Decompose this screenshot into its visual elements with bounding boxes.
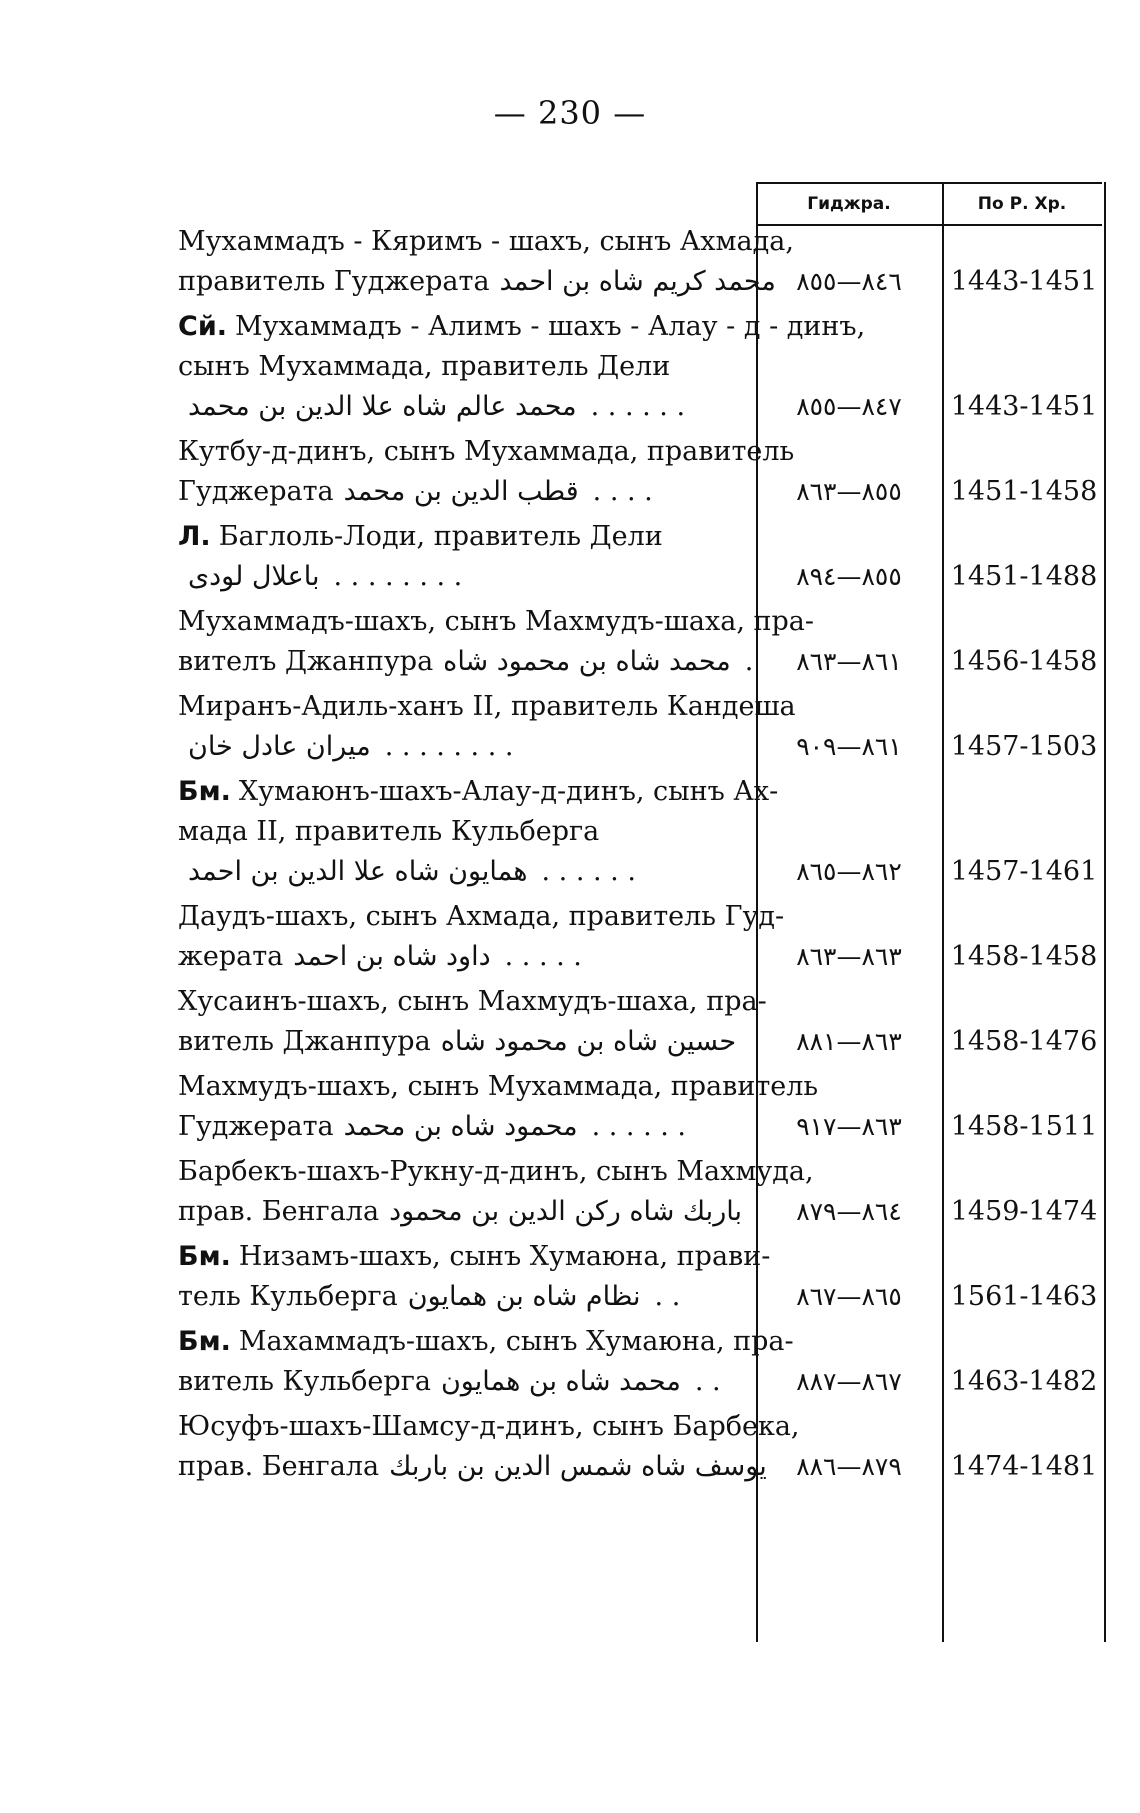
christian-era-years: 1451-1458 [950, 476, 1098, 507]
entry-line [178, 387, 750, 427]
entry-line [178, 727, 750, 767]
column-header-hijra: Гиджра. [756, 182, 942, 226]
entry-line [178, 642, 754, 682]
hijra-years: ٨٦١—٨٦٣ [796, 647, 902, 676]
hijra-years: ٨٤٦—٨٥٥ [796, 267, 902, 296]
entry-text: Хумаюнъ-шахъ-Алау-д-динъ, сынъ Ах- [238, 776, 779, 807]
entry-line [178, 772, 779, 812]
arabic-name: محمد شاه بن محمود شاه [443, 646, 731, 677]
entry-line [178, 1022, 750, 1062]
entry-text: витель Кульберга [178, 1366, 431, 1397]
hijra-years: ٨٦٧—٨٨٧ [796, 1367, 902, 1396]
hijra-years: ٨٦١—٩٠٩ [796, 732, 902, 761]
entry-line [178, 1447, 767, 1487]
entry-text: Гуджерата [178, 476, 334, 507]
hijra-years: ٨٦٤—٨٧٩ [796, 1197, 902, 1226]
leader-dots: . . [654, 1281, 681, 1312]
leader-dots: . [744, 646, 754, 677]
arabic-name: باربك شاه رکن الدين بن محمود [389, 1196, 742, 1227]
christian-era-years: 1451-1488 [950, 561, 1098, 592]
table-row [0, 307, 1140, 427]
entry-text: Гуджерата [178, 1111, 334, 1142]
hijra-years: ٨٤٧—٨٥٥ [796, 392, 902, 421]
hijra-years: ٨٦٣—٨٨١ [796, 1027, 902, 1056]
entry-text: Барбекъ-шахъ-Рукну-д-динъ, сынъ Махмуда, [178, 1156, 814, 1187]
arabic-name: محمد کریم شاه بن احمد [499, 266, 776, 297]
arabic-name: باعلال لودی [188, 561, 320, 592]
leader-dots: . . . . . . . . [384, 731, 514, 762]
entry-text: Махаммадъ-шахъ, сынъ Хумаюна, пра- [238, 1326, 794, 1357]
christian-era-years: 1457-1503 [950, 731, 1098, 762]
entry-line [178, 1277, 750, 1317]
entry-line [178, 1407, 800, 1447]
arabic-name: همایون شاه علا الدين بن احمد [188, 856, 528, 887]
entry-text: Мухаммадъ - Кяримъ - шахъ, сынъ Ахмада, [178, 226, 794, 257]
arabic-name: محمود شاه بن محمد [343, 1111, 578, 1142]
dynasty-label: Бм. [178, 776, 231, 807]
entry-line [178, 1322, 794, 1362]
christian-era-years: 1474-1481 [950, 1451, 1098, 1482]
column-header-christian-era: По Р. Хр. [942, 182, 1102, 226]
arabic-name: نظام شاه بن همایون [407, 1281, 641, 1312]
table-row [0, 897, 1140, 977]
entry-text: Даудъ-шахъ, сынъ Ахмада, правитель Гуд- [178, 901, 785, 932]
entry-line [178, 307, 866, 347]
hijra-years: ٨٦٢—٨٦٥ [796, 857, 902, 886]
entry-text: правитель Гуджерата [178, 266, 490, 297]
arabic-name: حسين شاه بن محمود شاه [440, 1026, 737, 1057]
entry-line [178, 557, 750, 597]
entry-text: Низамъ-шахъ, сынъ Хумаюна, прави- [238, 1241, 771, 1272]
christian-era-years: 1561-1463 [950, 1281, 1098, 1312]
entry-text: Баглоль-Лоди, правитель Дели [218, 521, 663, 552]
entry-text: мада II, правитель Кульберга [178, 816, 600, 847]
christian-era-years: 1458-1458 [950, 941, 1098, 972]
christian-era-years: 1443-1451 [950, 266, 1098, 297]
entry-line [178, 1152, 814, 1192]
hijra-years: ٨٦٣—٨٦٣ [796, 942, 902, 971]
christian-era-years: 1458-1511 [950, 1111, 1098, 1142]
entry-line [178, 517, 750, 557]
leader-dots: . . . . . . [591, 1111, 687, 1142]
dynasty-label: Бм. [178, 1241, 231, 1272]
christian-era-years: 1459-1474 [950, 1196, 1098, 1227]
entry-line [178, 982, 767, 1022]
christian-era-years: 1457-1461 [950, 856, 1098, 887]
arabic-name: محمد عالم شاه علا الدين بن محمد [188, 391, 577, 422]
entry-line [178, 852, 750, 892]
leader-dots: . . . . . [504, 941, 582, 972]
entry-text: Махмудъ-шахъ, сынъ Мухаммада, правитель [178, 1071, 819, 1102]
table-row [0, 1407, 1140, 1487]
entry-line [178, 347, 750, 387]
entry-line [178, 1362, 750, 1402]
christian-era-years: 1463-1482 [950, 1366, 1098, 1397]
table-row [0, 517, 1140, 597]
entry-text: Мухаммадъ - Алимъ - шахъ - Алау - д - динъ, [235, 311, 866, 342]
entry-text: сынъ Мухаммада, правитель Дели [178, 351, 671, 382]
entry-text: Мухаммадъ-шахъ, сынъ Махмудъ-шаха, пра- [178, 606, 814, 637]
arabic-name: داود شاه بن احمد [293, 941, 491, 972]
hijra-years: ٨٥٥—٨٦٣ [796, 477, 902, 506]
entry-text: прав. Бенгала [178, 1451, 380, 1482]
entry-line [178, 687, 796, 727]
table-row [0, 432, 1140, 512]
entry-line [178, 1192, 750, 1232]
dynasty-label: Бм. [178, 1326, 231, 1357]
arabic-name: میران عادل خان [188, 731, 371, 762]
table-row [0, 772, 1140, 892]
entry-text: жерата [178, 941, 284, 972]
table-row [0, 687, 1140, 767]
entry-text: Хусаинъ-шахъ, сынъ Махмудъ-шаха, пра- [178, 986, 767, 1017]
table-row [0, 222, 1140, 302]
christian-era-years: 1456-1458 [950, 646, 1098, 677]
arabic-name: قطب الدين بن محمد [343, 476, 579, 507]
leader-dots: . . . . . . [541, 856, 636, 887]
entry-line [178, 602, 814, 642]
entry-text: прав. Бенгала [178, 1196, 380, 1227]
table-row [0, 1067, 1140, 1147]
entry-line [178, 432, 795, 472]
dynasty-label: Л. [178, 521, 211, 552]
entry-text: Юсуфъ-шахъ-Шамсу-д-динъ, сынъ Барбека, [178, 1411, 800, 1442]
entry-line [178, 1067, 819, 1107]
hijra-years: ٨٥٥—٨٩٤ [796, 562, 902, 591]
table-row [0, 602, 1140, 682]
hijra-years: ٨٦٥—٨٦٧ [796, 1282, 902, 1311]
hijra-years: ٨٦٣—٩١٧ [796, 1112, 902, 1141]
entry-text: вителъ Джанпура [178, 646, 434, 677]
entry-line [178, 937, 750, 977]
entry-line [178, 897, 785, 937]
entry-text: Кутбу-д-динъ, сынъ Мухаммада, правитель [178, 436, 795, 467]
arabic-name: محمد شاه بن همایون [440, 1366, 681, 1397]
entry-line [178, 1107, 750, 1147]
entry-line [178, 472, 750, 512]
dynasty-label: Сй. [178, 311, 227, 342]
leader-dots: . . . . . . [590, 391, 686, 422]
christian-era-years: 1443-1451 [950, 391, 1098, 422]
entry-text: Миранъ-Адиль-ханъ II, правитель Кандеша [178, 691, 796, 722]
christian-era-years: 1458-1476 [950, 1026, 1098, 1057]
table-row [0, 1152, 1140, 1232]
leader-dots: . . . . [592, 476, 653, 507]
table-row [0, 982, 1140, 1062]
table-row [0, 1322, 1140, 1402]
entry-line [178, 1237, 771, 1277]
entry-text: тель Кульберга [178, 1281, 398, 1312]
entry-text: витель Джанпура [178, 1026, 431, 1057]
page-number: — 230 — [493, 94, 647, 132]
entry-line [178, 222, 794, 262]
leader-dots: . . [694, 1366, 721, 1397]
arabic-name: يوسف شاه شمس الدين بن باربك [389, 1451, 767, 1482]
entry-line [178, 262, 776, 302]
entry-line [178, 812, 750, 852]
hijra-years: ٨٧٩—٨٨٦ [796, 1452, 902, 1481]
leader-dots: . . . . . . . . [333, 561, 463, 592]
table-row [0, 1237, 1140, 1317]
